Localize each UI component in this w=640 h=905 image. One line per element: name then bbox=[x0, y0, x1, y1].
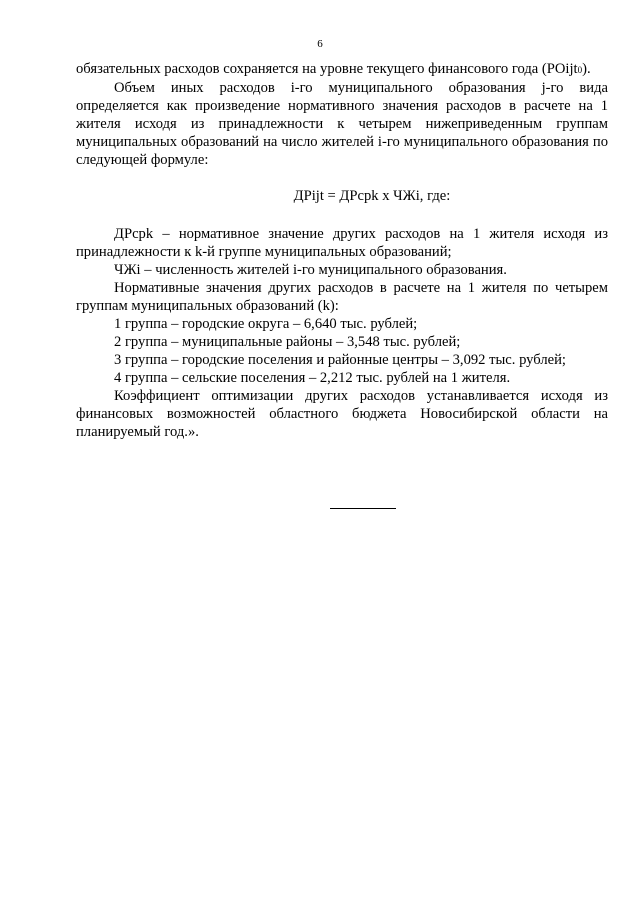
group-1-item: 1 группа – городские округа – 6,640 тыс. рублей; bbox=[114, 316, 418, 332]
paragraph-definition-chzhi: ЧЖi – численность жителей i-го муниципального образования. bbox=[114, 262, 507, 278]
group-4-item: 4 группа – сельские поселения – 2,212 тыс. рублей на 1 жителя. bbox=[114, 370, 511, 386]
paragraph-obligatory-expenses bbox=[76, 60, 608, 79]
subscript: 0 bbox=[577, 65, 583, 75]
paragraph-optimization-coefficient: Коэффициент оптимизации других расходов устанавливается исходя из финансовых возможностей областного бюджета Новосибирской области на планируемый год.». bbox=[76, 388, 608, 440]
formula: ДРijt = ДРсрk x ЧЖi, где: bbox=[293, 188, 451, 204]
paragraph-other-expenses: Объем иных расходов i-го муниципального образования j-го вида определяется как произведение нормативного значения расходов в расчете на 1 жителя исходя из принадлежности к четырем нижеприведенным группам муниципальных образований на число жителей i-го муниципального образования по следующей формуле: bbox=[76, 80, 608, 168]
paragraph-definition-drsrk: ДРсрk – нормативное значение других расходов на 1 жителя исходя из принадлежности к k-й группе муниципальных образований; bbox=[76, 226, 608, 260]
separator-line bbox=[330, 508, 396, 509]
page-number: 6 bbox=[317, 38, 323, 50]
group-3-item: 3 группа – городские поселения и районные центры – 3,092 тыс. рублей; bbox=[114, 352, 566, 368]
paragraph-tail: ). bbox=[582, 61, 591, 77]
group-2-item: 2 группа – муниципальные районы – 3,548 тыс. рублей; bbox=[114, 334, 461, 350]
paragraph-text: обязательных расходов сохраняется на уровне текущего финансового года (POijt bbox=[76, 61, 578, 77]
paragraph-normative-values: Нормативные значения других расходов в расчете на 1 жителя по четырем группам муниципальных образований (k): bbox=[76, 280, 608, 314]
document-body bbox=[76, 60, 608, 441]
